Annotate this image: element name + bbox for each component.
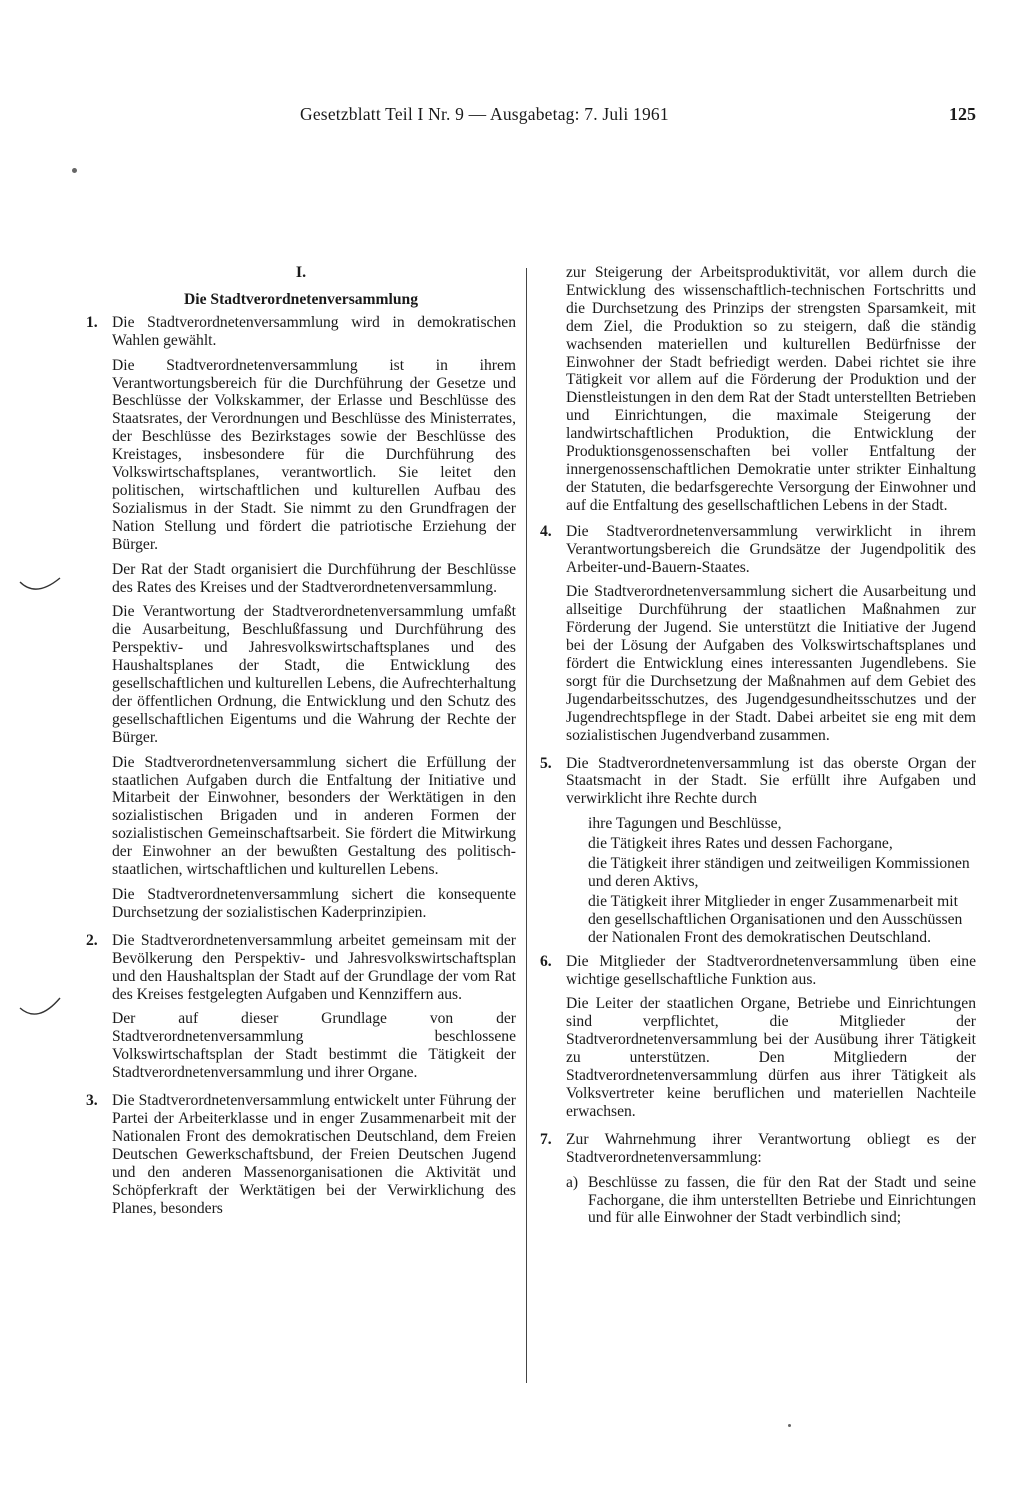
paragraph-6: [540, 953, 976, 1121]
paragraph-text: Der auf dieser Grundlage von der Stadtverordnetenversammlung beschlossene Volkswirtschaftsplan der Stadt bestimmt die Tätigkeit der Stadtverordnetenversammlung und ihrer Organe.: [112, 1010, 516, 1082]
paragraph-text: Die Stadtverordnetenversammlung wird in demokratischen Wahlen gewählt.: [112, 313, 516, 349]
paragraph-number: 1.: [86, 313, 98, 331]
paragraph-text: Die Stadtverordnetenversammlung sichert die Ausarbeitung und allseitige Durchführung der staatlichen Maßnahmen zur Förderung der Jugend. Sie unterstützt die Initiative der Jugend bei der Lösung der Aufgaben des Volkswirtschaftsplanes und fördert die Entwicklung eines interessanten Jugendlebens. Sie sorgt für die Durchsetzung der Maßnahmen auf dem Gebiet des Jugendarbeitsschutzes, des Jugendgesundheitsschutzes und der Jugendrechtspflege in der Stadt. Dabei arbeitet sie eng mit dem sozialistischen Jugendverband zusammen.: [566, 583, 976, 744]
page-header: [300, 104, 976, 130]
paragraph-number: 2.: [86, 931, 98, 949]
list-item: ihre Tagungen und Beschlüsse,: [588, 815, 782, 833]
paragraph-number: 4.: [540, 522, 552, 540]
paragraph-5: [540, 755, 976, 947]
paragraph-text: Die Stadtverordnetenversammlung sichert die konsequente Durchsetzung der sozialistischen Kaderprinzipien.: [112, 886, 516, 921]
right-column: [540, 264, 976, 1231]
list-item: die Tätigkeit ihrer ständigen und zeitweiligen Kommissionen und deren Aktivs,: [588, 855, 970, 890]
paragraph-number: 5.: [540, 754, 552, 772]
paragraph-text: Die Stadtverordnetenversammlung entwickelt unter Führung der Partei der Arbeiterklasse und in enger Zusammenarbeit mit der Nationalen Front des demokratischen Deutschland, dem Freien Deutschen Gewerkschaftsbund, der Freien Deutschen Jugend und den anderen Massenorganisationen die Aktivität und Schöpferkraft der Werktätigen bei der Verwirklichung des Planes, besonders: [112, 1092, 516, 1217]
paragraph-text: Die Verantwortung der Stadtverordnetenversammlung umfaßt die Ausarbeitung, Beschlußfassung und Durchführung des Perspektiv- und Jahresvolkswirtschaftsplanes und des Haushaltsplanes der Stadt, die Entwicklung des gesellschaftlichen und kulturellen Lebens, die Aufrechterhaltung der öffentlichen Ordnung, die Entwicklung und den Schutz des gesellschaftlichen Eigentums und die Wahrung der Rechte der Bürger.: [112, 603, 516, 746]
margin-pencil-mark-stroke: [20, 578, 60, 589]
paragraph-text: Die Stadtverordnetenversammlung verwirklicht in ihrem Verantwortungsbereich die Grundsätze der Jugendpolitik des Arbeiter-und-Bauern-Staates.: [566, 522, 976, 576]
paragraph-text: Die Leiter der staatlichen Organe, Betriebe und Einrichtungen sind verpflichtet, die Mitglieder der Stadtverordnetenversammlung bei der Ausübung ihrer Tätigkeit zu unterstützen. Den Mitgliedern der Stadtverordnetenversammlung dürfen aus ihrer Tätigkeit als Volksvertreter keine beruflichen und materiellen Nachteile erwachsen.: [566, 995, 976, 1120]
scan-speck: [72, 168, 77, 173]
margin-pencil-mark-stroke: [20, 998, 60, 1014]
paragraph-1: [86, 314, 516, 922]
paragraph-text: Die Stadtverordnetenversammlung ist in ihrem Verantwortungsbereich für die Durchführung der Gesetze und Beschlüsse der Volkskammer, der Erlasse und Beschlüsse des Staatsrates, der Verordnungen und Beschlüsse des Ministerrates, der Beschlüsse des Bezirkstages sowie der Beschlüsse des Kreistages, insbesondere für die Durchführung des Volkswirtschaftsplanes, verantwortlich. Sie leitet den politischen, wirtschaftlichen und kulturellen Aufbau des Sozialismus in der Stadt. Sie nimmt zu den Grundfragen der Nation Stellung und fördert die patriotische Erziehung der Bürger.: [112, 356, 516, 553]
section-title: Die Stadtverordnetenversammlung: [183, 290, 419, 308]
header-title: Gesetzblatt Teil I Nr. 9 — Ausgabetag: 7. Juli 1961: [300, 104, 669, 124]
paragraph-number: 6.: [540, 952, 552, 970]
list-item: die Tätigkeit ihrer Mitglieder in enger Zusammenarbeit mit den gesellschaftlichen Organisationen und den Ausschüssen der Nationalen Front des demokratischen Deutschland.: [588, 892, 963, 946]
page-number: 125: [949, 104, 976, 124]
paragraph-text: Die Stadtverordnetenversammlung arbeitet gemeinsam mit der Bevölkerung den Perspektiv- und Jahresvolkswirtschaftsplan und den Haushaltsplan der Stadt auf der Grundlage der vom Rat des Kreises festgelegten Aufgaben und Kennziffern aus.: [112, 931, 516, 1003]
paragraph-text: Der Rat der Stadt organisiert die Durchführung der Beschlüsse des Rates des Kreises und der Stadtverordnetenversammlung.: [112, 560, 516, 596]
paragraph-text: Die Stadtverordnetenversammlung sichert die Erfüllung der staatlichen Aufgaben durch die Entfaltung der Initiative und Mitarbeit der Einwohner, besonders der Werktätigen in den sozialistischen Brigaden und in anderen Formen der sozialistischen Gemeinschaftsarbeit. Sie fördert die Mitwirkung der Einwohner an der bewußten Gestaltung des politisch-staatlichen, wirtschaftlichen und kulturellen Lebens.: [112, 753, 516, 879]
paragraph-text: Zur Wahrnehmung ihrer Verantwortung obliegt es der Stadtverordnetenversammlung:: [566, 1130, 976, 1166]
section-number: I.: [295, 264, 307, 281]
column-divider: [526, 268, 527, 1383]
list-item: die Tätigkeit ihres Rates und dessen Fachorgane,: [588, 835, 893, 853]
left-column: [86, 264, 516, 1224]
paragraph-text: Die Mitglieder der Stadtverordnetenversammlung üben eine wichtige gesellschaftliche Funktion aus.: [566, 952, 976, 988]
paragraph-2: [86, 932, 516, 1082]
paragraph-number: 3.: [86, 1092, 98, 1110]
organ-list: [566, 815, 976, 946]
margin-pencil-mark: [18, 996, 64, 1022]
paragraph-text: Die Stadtverordnetenversammlung ist das oberste Organ der Staatsmacht in der Stadt. Sie erfüllt ihre Aufgaben und verwirklicht ihre Rechte durch: [566, 754, 976, 808]
paragraph-3-continued: zur Steigerung der Arbeitsproduktivität, vor allem durch die Entwicklung des wissenschaftlich-technischen Fortschritts und die Durchsetzung des Prinzips der strengsten Sparsamkeit, mit dem Ziel, die Produktion so zu steigern, daß die ständig wachsenden materiellen und kulturellen Bedürfnisse der Einwohner der Stadt befriedigt werden. Dabei richtet sie ihre Tätigkeit vor allem auf die Förderung der Produktion und der Dienstleistungen in den dem Rat der Stadt unterstellten Betrieben und Einrichtungen, die maximale Steigerung der landwirtschaftlichen Produktion, die Entwicklung der Produktionsgenossenschaften bei voller Entfaltung der innergenossenschaftlichen Demokratie unter strikter Einhaltung der Statuten, die bedarfsgerechte Versorgung der Einwohner und auf die Entfaltung des gesellschaftlichen Lebens in der Stadt.: [566, 264, 976, 514]
paragraph-7: [540, 1131, 976, 1228]
list-item-text: Beschlüsse zu fassen, die für den Rat der Stadt und seine Fachorgane, die ihm unterstellten Betriebe und Einrichtungen und für alle Einwohner der Stadt verbindlich sind;: [588, 1173, 976, 1227]
scan-speck: [788, 1424, 791, 1427]
paragraph-3: [86, 1092, 516, 1217]
list-item-a: [566, 1174, 976, 1228]
paragraph-4: [540, 523, 976, 745]
margin-pencil-mark: [18, 574, 64, 600]
paragraph-number: 7.: [540, 1130, 552, 1148]
list-item-label: a): [566, 1173, 579, 1191]
